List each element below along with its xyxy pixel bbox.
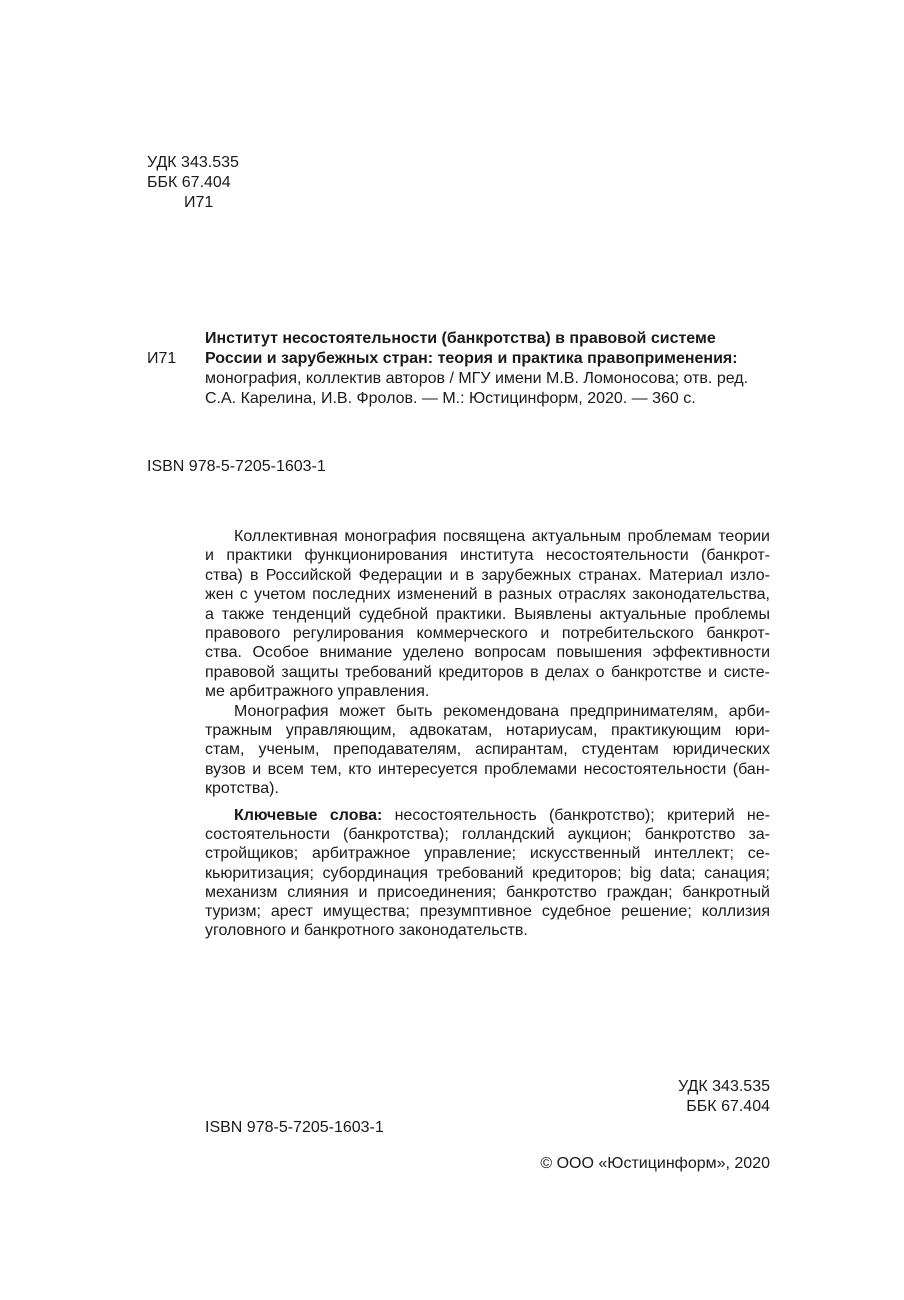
book-title-line: России и зарубежных стран: теория и практика правоприменения: xyxy=(205,350,738,367)
bbk-code: ББК 67.404 xyxy=(147,174,231,191)
keywords-line: стройщиков; арбитражное управление; искусственный интеллект; се- xyxy=(205,845,770,863)
udk-code: УДК 343.535 xyxy=(678,1078,770,1095)
keywords-first-line xyxy=(205,806,770,825)
isbn-bottom: ISBN 978-5-7205-1603-1 xyxy=(205,1119,384,1136)
catalog-author-mark: И71 xyxy=(147,350,177,367)
abstract-line: Коллективная монография посвящена актуальным проблемам теории xyxy=(234,528,770,545)
abstract-line: тражным управляющим, адвокатам, нотариусам, практикующим юри- xyxy=(205,722,770,740)
abstract-line: и практики функционирования института несостоятельности (банкрот- xyxy=(205,547,770,565)
abstract-line: жен с учетом последних изменений в разных отраслях законодательства, xyxy=(205,586,770,604)
abstract-line: а также тенденций судебной практики. Выявлены актуальные проблемы xyxy=(205,605,770,623)
abstract-line: правовой защиты требований кредиторов в делах о банкротстве и систе- xyxy=(205,663,770,681)
abstract-line: ства. Особое внимание уделено вопросам повышения эффективности xyxy=(205,644,770,662)
keywords-line: механизм слияния и присоединения; банкротство граждан; банкротный xyxy=(205,883,770,901)
biblio-details-line: монография, коллектив авторов / МГУ имени М.В. Ломоносова; отв. ред. xyxy=(205,370,749,387)
classification-codes-bottom xyxy=(678,1077,770,1117)
abstract-line: кротства). xyxy=(205,780,279,798)
biblio-details-line: С.А. Карелина, И.В. Фролов. — М.: Юстицинформ, 2020. — 360 с. xyxy=(205,390,696,407)
abstract-line: правового регулирования коммерческого и потребительского банкрот- xyxy=(205,625,770,643)
abstract-line: вузов и всем тем, кто интересуется проблемами несостоятельности (бан- xyxy=(205,760,770,778)
keywords-line: уголовного и банкротного законодательств. xyxy=(205,922,528,940)
keywords-label: Ключевые слова: xyxy=(234,807,383,824)
bibliographic-record xyxy=(205,329,770,409)
copyright: © ООО «Юстицинформ», 2020 xyxy=(540,1155,770,1172)
keywords-line: кьюритизация; субординация требований кредиторов; big data; санация; xyxy=(205,864,770,882)
udk-code: УДК 343.535 xyxy=(147,154,239,171)
abstract-line: Монография может быть рекомендована предпринимателям, арби- xyxy=(234,702,770,720)
keywords xyxy=(205,806,770,940)
abstract xyxy=(205,527,770,799)
keywords-line: туризм; арест имущества; презумптивное судебное решение; коллизия xyxy=(205,903,770,921)
book-title-line: Институт несостоятельности (банкротства) в правовой системе xyxy=(205,330,716,347)
classification-codes-top xyxy=(147,153,239,213)
abstract-line: ства) в Российской Федерации и в зарубежных странах. Материал изло- xyxy=(205,566,770,584)
author-mark: И71 xyxy=(184,194,214,211)
bbk-code: ББК 67.404 xyxy=(686,1098,770,1115)
abstract-line: ме арбитражного управления. xyxy=(205,683,430,701)
isbn-top: ISBN 978-5-7205-1603-1 xyxy=(147,458,326,475)
keywords-text: несостоятельность (банкротство); критерий не- xyxy=(382,807,770,824)
abstract-line: стам, ученым, преподавателям, аспирантам, студентам юридических xyxy=(205,741,770,759)
keywords-line: состоятельности (банкротства); голландский аукцион; банкротство за- xyxy=(205,826,770,844)
